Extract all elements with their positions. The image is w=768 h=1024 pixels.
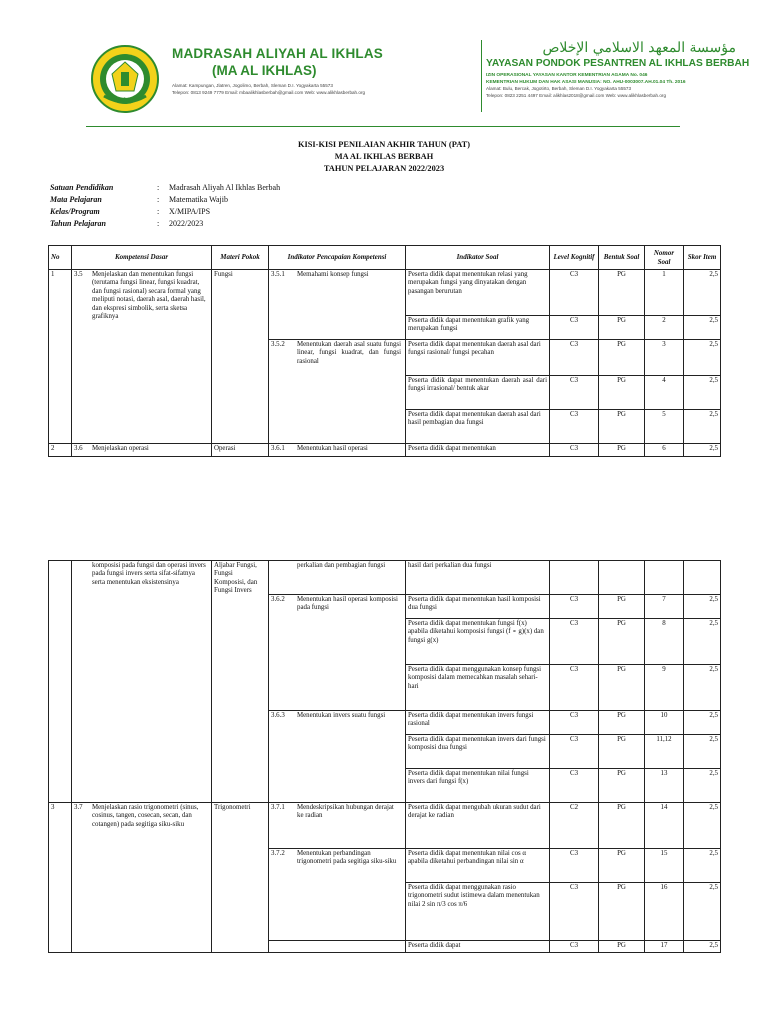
ipk-text: Menentukan hasil operasi xyxy=(297,445,368,452)
school-name: MADRASAH ALIYAH AL IKHLAS xyxy=(172,46,384,61)
kd-text: Menjelaskan dan menentukan fungsi (terutama fungsi linear, fungsi kuadrat, dan fungsi rasional) secara formal yang meliputi notasi, daerah asal, daerah hasil, dan ekspresi simbolik, serta sketsa grafiknya xyxy=(92,271,206,321)
cell-skor: 2,5 xyxy=(684,849,721,883)
cell-level: C3 xyxy=(550,941,599,953)
cell-nomor: 9 xyxy=(645,665,684,711)
cell-materi: Aljabar Fungsi, Fungsi Komposisi, dan Fungsi Invers xyxy=(212,561,269,803)
cell-indikator-soal: Peserta didik dapat menentukan hasil komposisi dua fungsi xyxy=(406,595,550,619)
cell-ipk xyxy=(269,561,406,595)
kd-number: 3.6 xyxy=(74,445,83,452)
cell-nomor: 3 xyxy=(645,340,684,376)
cell-level: C3 xyxy=(550,769,599,803)
identity-colon: : xyxy=(157,219,160,228)
cell-bentuk: PG xyxy=(599,410,645,444)
letterhead-divider xyxy=(481,40,482,112)
cell-ipk xyxy=(269,340,406,444)
foundation-arabic-name: مؤسسة المعهد الاسلامي الإخلاص xyxy=(542,40,736,56)
table-header-row xyxy=(49,246,721,270)
header-kd: Kompetensi Dasar xyxy=(72,246,212,270)
cell-nomor: 10 xyxy=(645,711,684,735)
identity-label: Satuan Pendidikan xyxy=(50,183,114,192)
cell-level: C3 xyxy=(550,316,599,340)
cell-indikator-soal: Peserta didik dapat mengubah ukuran sudut dari derajat ke radian xyxy=(406,803,550,849)
cell-kd xyxy=(72,270,212,444)
cell-nomor: 6 xyxy=(645,444,684,457)
cell-no: 2 xyxy=(49,444,72,457)
header-ipk: Indikator Pencapaian Kompetensi xyxy=(269,246,406,270)
cell-level: C3 xyxy=(550,849,599,883)
cell-skor: 2,5 xyxy=(684,941,721,953)
cell-nomor: 14 xyxy=(645,803,684,849)
identity-label: Mata Pelajaran xyxy=(50,195,102,204)
cell-indikator-soal: Peserta didik dapat menentukan relasi yang merupakan fungsi yang dinyatakan dengan pasangan berurutan xyxy=(406,270,550,316)
cell-skor: 2,5 xyxy=(684,316,721,340)
header-level: Level Kognitif xyxy=(550,246,599,270)
cell-indikator-soal: Peserta didik dapat menentukan daerah asal dari fungsi rasional/ fungsi pecahan xyxy=(406,340,550,376)
letterhead-rule xyxy=(86,126,680,127)
cell-no: 3 xyxy=(49,803,72,953)
ipk-text: Menentukan daerah asal suatu fungsi linear, fungsi kuadrat, dan fungsi rasional xyxy=(297,341,401,365)
ipk-number: 3.5.1 xyxy=(271,271,285,278)
cell-indikator-soal: Peserta didik dapat menentukan daerah asal dari hasil pembagian dua fungsi xyxy=(406,410,550,444)
ipk-text: Mendeskripsikan hubungan derajat ke radian xyxy=(297,804,394,820)
cell-bentuk: PG xyxy=(599,735,645,769)
cell-bentuk: PG xyxy=(599,711,645,735)
grid-table-part-2 xyxy=(48,560,721,953)
school-contact: Telepon: 0813 9249 7779 Email: mbaalikhlasberbah@gmail.com Web: www.alikhlasberbah.org xyxy=(172,89,366,95)
title-line-2: MA AL IKHLAS BERBAH xyxy=(334,152,434,162)
cell-skor: 2,5 xyxy=(684,769,721,803)
ipk-text: perkalian dan pembagian fungsi xyxy=(297,562,386,569)
cell-bentuk: PG xyxy=(599,444,645,457)
foundation-details xyxy=(486,72,736,100)
identity-label: Tahun Pelajaran xyxy=(50,219,106,228)
school-address: Alamat: Kampungan, Jlatren, Jogolimo, Berbah, Sleman D.I. Yogyakarta 55573 xyxy=(172,83,333,88)
cell-ipk xyxy=(269,270,406,340)
ipk-text: Memahami konsep fungsi xyxy=(297,271,369,278)
cell-nomor: 4 xyxy=(645,376,684,410)
identity-value: X/MIPA/IPS xyxy=(169,207,211,216)
cell-level: C3 xyxy=(550,619,599,665)
cell-no: 1 xyxy=(49,270,72,444)
ipk-number: 3.6.3 xyxy=(271,712,285,719)
table-row xyxy=(49,561,721,595)
cell-nomor: 1 xyxy=(645,270,684,316)
cell-level: C2 xyxy=(550,803,599,849)
cell-skor: 2,5 xyxy=(684,270,721,316)
identity-value: Madrasah Aliyah Al Ikhlas Berbah xyxy=(169,183,281,192)
cell-nomor: 2 xyxy=(645,316,684,340)
cell-materi: Operasi xyxy=(212,444,269,457)
cell-level: C3 xyxy=(550,711,599,735)
cell-materi: Fungsi xyxy=(212,270,269,444)
cell-bentuk xyxy=(599,561,645,595)
cell-level: C3 xyxy=(550,376,599,410)
cell-skor xyxy=(684,561,721,595)
header-nomor: Nomor Soal xyxy=(645,246,684,270)
cell-indikator-soal: hasil dari perkalian dua fungsi xyxy=(406,561,550,595)
title-line-3: TAHUN PELAJARAN 2022/2023 xyxy=(323,164,445,174)
cell-skor: 2,5 xyxy=(684,340,721,376)
cell-bentuk: PG xyxy=(599,270,645,316)
foundation-registration: KEMENTRIAN HUKUM DAN HAK ASASI MANUSIA: NO. AHU-0003007.AH.01.04 Th. 2016 xyxy=(486,80,686,86)
kd-text: Menjelaskan rasio trigonometri (sinus, cosinus, tangen, cosecan, secan, dan cotangen) pada segitiga siku-siku xyxy=(92,804,199,828)
cell-kd xyxy=(72,444,212,457)
cell-indikator-soal: Peserta didik dapat menentukan daerah asal dari fungsi irrasional/ bentuk akar xyxy=(406,376,550,410)
cell-kd xyxy=(72,561,212,803)
ipk-number: 3.7.2 xyxy=(271,850,285,857)
cell-indikator-soal: Peserta didik dapat xyxy=(406,941,550,953)
cell-bentuk: PG xyxy=(599,769,645,803)
cell-skor: 2,5 xyxy=(684,711,721,735)
school-emblem-icon xyxy=(90,44,160,114)
document-title xyxy=(48,139,720,176)
cell-level xyxy=(550,561,599,595)
cell-indikator-soal: Peserta didik dapat menentukan invers dari fungsi komposisi dua fungsi xyxy=(406,735,550,769)
ipk-text: Menentukan perbandingan trigonometri pada segitiga siku-siku xyxy=(297,850,397,866)
letterhead xyxy=(86,34,750,120)
ipk-text: Menentukan hasil operasi komposisi pada fungsi xyxy=(297,596,398,612)
cell-level: C3 xyxy=(550,410,599,444)
cell-level: C3 xyxy=(550,735,599,769)
foundation-name: YAYASAN PONDOK PESANTREN AL IKHLAS BERBAH xyxy=(486,58,750,69)
kd-number: 3.7 xyxy=(74,804,83,811)
cell-nomor: 15 xyxy=(645,849,684,883)
cell-bentuk: PG xyxy=(599,665,645,711)
identity-label: Kelas/Program xyxy=(50,207,100,216)
kd-number: 3.5 xyxy=(74,271,83,278)
cell-level: C3 xyxy=(550,270,599,316)
cell-indikator-soal: Peserta didik dapat menentukan nilai cos α apabila diketahui perbandingan nilai sin α xyxy=(406,849,550,883)
cell-level: C3 xyxy=(550,340,599,376)
svg-text:MAAI: MAAI xyxy=(116,97,134,104)
cell-bentuk: PG xyxy=(599,340,645,376)
cell-skor: 2,5 xyxy=(684,665,721,711)
ipk-number: 3.7.1 xyxy=(271,804,285,811)
cell-indikator-soal: Peserta didik dapat menentukan nilai fungsi invers dari fungsi f(x) xyxy=(406,769,550,803)
cell-indikator-soal: Peserta didik dapat menggunakan rasio trigonometri sudut istimewa dalam menentukan nilai 2 sin π/3 cos π/6 xyxy=(406,883,550,941)
cell-skor: 2,5 xyxy=(684,444,721,457)
cell-level: C3 xyxy=(550,595,599,619)
ipk-number: 3.6.2 xyxy=(271,596,285,603)
header-bentuk: Bentuk Soal xyxy=(599,246,645,270)
cell-skor: 2,5 xyxy=(684,376,721,410)
cell-ipk xyxy=(269,849,406,941)
cell-skor: 2,5 xyxy=(684,619,721,665)
kd-text: Menjelaskan operasi xyxy=(92,445,149,452)
cell-bentuk: PG xyxy=(599,619,645,665)
cell-indikator-soal: Peserta didik dapat menentukan grafik yang merupakan fungsi xyxy=(406,316,550,340)
cell-nomor: 17 xyxy=(645,941,684,953)
cell-ipk xyxy=(269,803,406,849)
school-short-name: (MA AL IKHLAS) xyxy=(212,63,317,78)
cell-no xyxy=(49,561,72,803)
identity-value: Matematika Wajib xyxy=(169,195,228,204)
table-row xyxy=(49,803,721,849)
cell-nomor: 7 xyxy=(645,595,684,619)
cell-materi: Trigonometri xyxy=(212,803,269,953)
ipk-text: Menentukan invers suatu fungsi xyxy=(297,712,386,719)
cell-ipk xyxy=(269,444,406,457)
cell-level: C3 xyxy=(550,444,599,457)
cell-nomor: 11,12 xyxy=(645,735,684,769)
cell-bentuk: PG xyxy=(599,849,645,883)
foundation-license: IZIN OPERASIONAL YAYASAN KANTOR KEMENTRIAN AGAMA No. 046 xyxy=(486,73,648,78)
header-indikator-soal: Indikator Soal xyxy=(406,246,550,270)
table-row xyxy=(49,270,721,316)
header-no: No xyxy=(49,246,72,270)
foundation-contact: Telepon: 0823 2251 4497 Email: alikhlas2018@gmail.com Web: www.alikhlasberbah.org xyxy=(486,93,667,99)
cell-skor: 2,5 xyxy=(684,595,721,619)
identity-colon: : xyxy=(157,195,160,204)
cell-indikator-soal: Peserta didik dapat menentukan invers fungsi rasional xyxy=(406,711,550,735)
identity-colon: : xyxy=(157,207,160,216)
cell-nomor xyxy=(645,561,684,595)
cell-bentuk: PG xyxy=(599,883,645,941)
cell-bentuk: PG xyxy=(599,316,645,340)
cell-nomor: 8 xyxy=(645,619,684,665)
cell-skor: 2,5 xyxy=(684,410,721,444)
identity-value: 2022/2023 xyxy=(169,219,204,228)
cell-bentuk: PG xyxy=(599,803,645,849)
cell-skor: 2,5 xyxy=(684,883,721,941)
cell-skor: 2,5 xyxy=(684,803,721,849)
cell-indikator-soal: Peserta didik dapat menentukan xyxy=(406,444,550,457)
cell-nomor: 5 xyxy=(645,410,684,444)
cell-level: C3 xyxy=(550,665,599,711)
title-line-1: KISI-KISI PENILAIAN AKHIR TAHUN (PAT) xyxy=(297,140,471,149)
cell-level: C3 xyxy=(550,883,599,941)
cell-bentuk: PG xyxy=(599,595,645,619)
cell-nomor: 13 xyxy=(645,769,684,803)
cell-ipk xyxy=(269,941,406,953)
cell-nomor: 16 xyxy=(645,883,684,941)
header-skor: Skor Item xyxy=(684,246,721,270)
cell-kd xyxy=(72,803,212,953)
grid-table-part-1 xyxy=(48,245,721,457)
ipk-number: 3.6.1 xyxy=(271,445,285,452)
table-row xyxy=(49,444,721,457)
ipk-number: 3.5.2 xyxy=(271,341,285,348)
cell-bentuk: PG xyxy=(599,941,645,953)
cell-indikator-soal: Peserta didik dapat menggunakan konsep fungsi komposisi dalam memecahkan masalah sehari-hari xyxy=(406,665,550,711)
foundation-address: Alamat: Bulu, Bercak, Jogotirto, Berbah, Sleman D.I. Yogyakarta 55573 xyxy=(486,86,632,92)
identity-colon: : xyxy=(157,183,160,192)
cell-ipk xyxy=(269,595,406,711)
school-address-block xyxy=(172,83,472,97)
foundation-info xyxy=(486,40,750,100)
header-materi: Materi Pokok xyxy=(212,246,269,270)
cell-skor: 2,5 xyxy=(684,735,721,769)
cell-ipk xyxy=(269,711,406,803)
cell-bentuk: PG xyxy=(599,376,645,410)
school-info xyxy=(172,46,472,97)
cell-indikator-soal: Peserta didik dapat menentukan fungsi f(x) apabila diketahui komposisi fungsi (f ∘ g)(x) dan fungsi g(x) xyxy=(406,619,550,665)
kd-text: komposisi pada fungsi dan operasi invers pada fungsi invers serta sifat-sifatnya serta menentukan eksistensinya xyxy=(92,562,206,586)
